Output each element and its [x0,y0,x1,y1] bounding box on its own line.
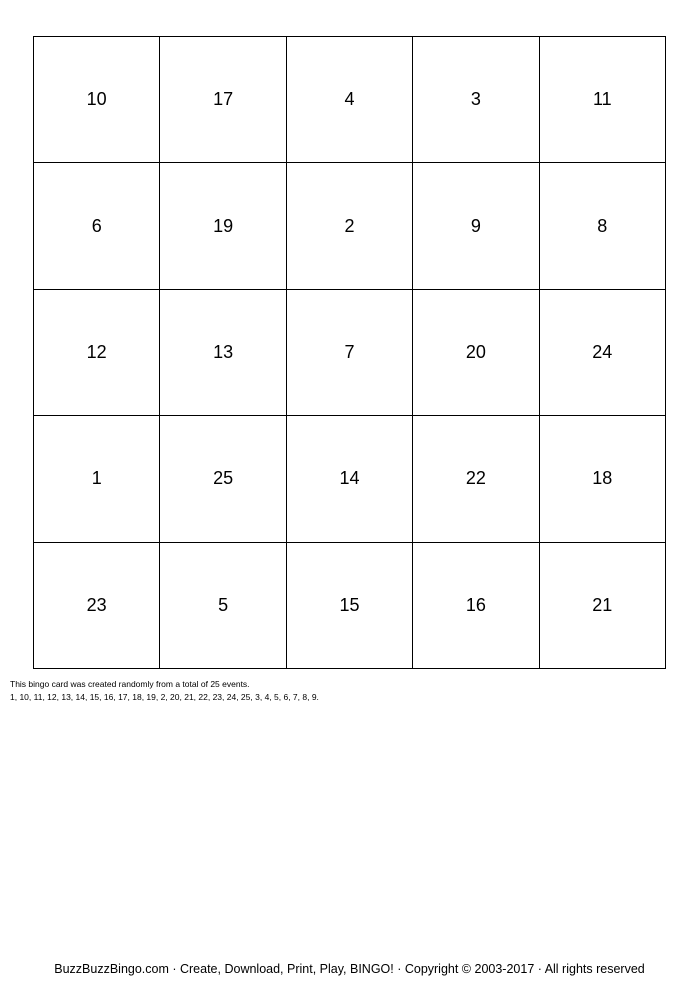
bingo-cell: 18 [540,416,666,542]
footer-credit: BuzzBuzzBingo.com · Create, Download, Print, Play, BINGO! · Copyright © 2003-2017 · All rights reserved [54,962,645,976]
bingo-cell: 12 [34,290,160,416]
bingo-cell: 10 [34,37,160,163]
bingo-cell: 14 [287,416,413,542]
bingo-cell: 6 [34,163,160,289]
bingo-cell: 24 [540,290,666,416]
bingo-cell: 19 [160,163,286,289]
bingo-cell: 16 [413,543,539,669]
bingo-cell: 7 [287,290,413,416]
bingo-cell: 21 [540,543,666,669]
bingo-card-grid [33,36,666,669]
bingo-cell: 9 [413,163,539,289]
bingo-cell: 23 [34,543,160,669]
bingo-cell: 25 [160,416,286,542]
bingo-cell: 22 [413,416,539,542]
bingo-cell: 15 [287,543,413,669]
bingo-cell: 11 [540,37,666,163]
bingo-cell: 3 [413,37,539,163]
card-generation-note: This bingo card was created randomly from a total of 25 events. [10,679,250,689]
bingo-cell: 17 [160,37,286,163]
bingo-cell: 20 [413,290,539,416]
bingo-cell: 5 [160,543,286,669]
bingo-cell: 13 [160,290,286,416]
event-list: 1, 10, 11, 12, 13, 14, 15, 16, 17, 18, 19, 2, 20, 21, 22, 23, 24, 25, 3, 4, 5, 6, 7, 8, 9. [10,692,319,702]
bingo-cell: 2 [287,163,413,289]
bingo-cell: 8 [540,163,666,289]
bingo-cell: 4 [287,37,413,163]
bingo-cell: 1 [34,416,160,542]
